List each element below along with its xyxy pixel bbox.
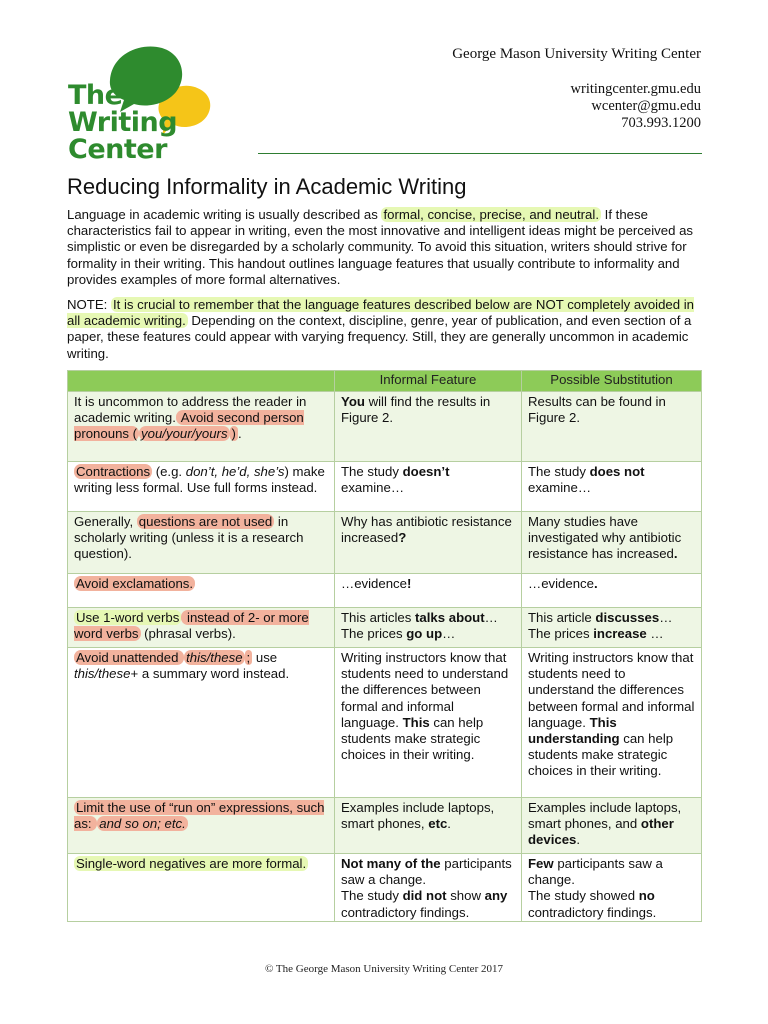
cell-text-segment: The prices (528, 626, 594, 642)
cell-text-segment: Contractions (76, 464, 151, 479)
rule-cell (68, 462, 335, 512)
cell-text-segment: contradictory findings. (341, 904, 470, 920)
cell-text-segment: this/these (74, 666, 131, 682)
rule-cell (68, 608, 335, 648)
cell-text-segment: … (484, 610, 498, 625)
cell-text-segment: Limit the use of “run on” expressions, such as: (74, 800, 325, 832)
cell-text-segment: ; (246, 650, 251, 665)
rule-cell (68, 392, 335, 462)
cell-text-segment: did not (402, 888, 447, 904)
cell-text-segment: and so on; etc. (99, 816, 186, 832)
cell-text-segment: Examples include laptops, smart phones, and (528, 800, 682, 832)
rule-cell (68, 854, 335, 922)
org-contact-block (452, 46, 701, 132)
cell-text-segment: . (576, 832, 581, 848)
informal-feature-cell (335, 648, 522, 798)
cell-text-segment: will find the results in Figure 2. (341, 394, 491, 426)
cell-text-segment: talks about (415, 610, 485, 625)
cell-text-segment: . (237, 426, 242, 442)
substitution-cell (522, 798, 702, 854)
rule-cell (68, 512, 335, 574)
cell-text-segment: . (593, 576, 598, 591)
cell-text-segment: Writing instructors know that students need to understand the differences between formal and informal language. (528, 650, 695, 730)
cell-text-segment: etc (428, 816, 448, 832)
note-label: NOTE: (67, 297, 111, 312)
header-divider (258, 153, 702, 154)
cell-text-segment: The study (341, 888, 403, 904)
cell-text-segment: … (442, 626, 456, 642)
table-row (68, 462, 702, 512)
intro-text: Language in academic writing is usually described as (67, 207, 382, 222)
intro-highlight: formal, concise, precise, and neutral. (383, 207, 599, 222)
cell-text-segment: Why has antibiotic resistance increased (341, 514, 512, 546)
cell-text-segment: …evidence (528, 576, 594, 591)
substitution-cell (522, 574, 702, 608)
cell-text-segment: The prices (341, 626, 407, 642)
cell-text-segment: doesn’t (402, 464, 450, 479)
cell-text-segment: The study showed (528, 888, 639, 904)
cell-text-segment: Examples include laptops, smart phones, (341, 800, 495, 832)
cell-text-segment: Avoid second person pronouns ( (74, 410, 304, 442)
cell-text-segment: (e.g. (152, 464, 186, 479)
intro-paragraph (67, 207, 703, 288)
cell-text-segment: go up (406, 626, 443, 642)
org-website[interactable]: writingcenter.gmu.edu (570, 81, 701, 97)
cell-text-segment: instead of 2- or more word verbs (74, 610, 309, 642)
substitution-cell (522, 392, 702, 462)
table-row (68, 648, 702, 798)
cell-text-segment: This article (528, 610, 596, 625)
org-name: George Mason University Writing Center (452, 46, 701, 62)
table-row (68, 392, 702, 462)
substitution-cell (522, 512, 702, 574)
informal-feature-cell (335, 392, 522, 462)
cell-text-segment: this/these (186, 650, 243, 665)
header-possible-substitution: Possible Substitution (522, 371, 702, 392)
cell-text-segment: Few (528, 856, 554, 871)
cell-text-segment: Many studies have investigated why antibiotic resistance has increased (528, 514, 682, 562)
cell-text-segment: you/your/yours (141, 426, 228, 442)
cell-text-segment: any (484, 888, 508, 904)
cell-text-segment: questions are not used (138, 514, 273, 529)
cell-text-segment: This articles (341, 610, 416, 625)
table-row (68, 798, 702, 854)
note-highlight: It is crucial to remember that the language features described below are NOT completely avoided in all academic writing. (67, 297, 695, 329)
cell-text-segment: Use 1-word verbs (76, 610, 180, 625)
cell-text-segment: (phrasal verbs). (140, 626, 236, 642)
cell-text-segment: use (252, 650, 278, 665)
cell-text-segment: … (659, 610, 673, 625)
rule-cell (68, 648, 335, 798)
cell-text-segment: … (646, 626, 664, 642)
cell-text-segment: can help students make strategic choices in their writing. (528, 731, 674, 779)
substitution-cell (522, 854, 702, 922)
page-title: Reducing Informality in Academic Writing (67, 174, 467, 199)
cell-text-segment: Single-word negatives are more formal. (76, 856, 307, 871)
cell-text-segment: . (447, 816, 451, 832)
copyright-footer: © The George Mason University Writing Center 2017 (265, 963, 503, 975)
cell-text-segment: You (341, 394, 365, 409)
cell-text-segment: ) make writing less formal. Use full forms instead. (74, 464, 325, 496)
substitution-cell (522, 462, 702, 512)
cell-text-segment: …evidence (341, 576, 407, 591)
table-row (68, 608, 702, 648)
cell-text-segment: participants saw a change. (341, 856, 512, 888)
cell-text-segment: participants saw a change. (528, 856, 663, 888)
note-paragraph (67, 297, 703, 362)
cell-text-segment: This (402, 714, 430, 730)
informality-table (67, 370, 702, 922)
cell-text-segment: + a summary word instead. (130, 666, 290, 682)
logo-text-writing-center: Writing Center (68, 107, 178, 165)
cell-text-segment: other devices (528, 816, 674, 848)
cell-text-segment: Avoid exclamations. (76, 576, 194, 591)
cell-text-segment: The study (528, 464, 590, 479)
cell-text-segment: ? (398, 530, 407, 546)
cell-text-segment: does not (589, 464, 645, 479)
cell-text-segment: The study (341, 464, 403, 479)
cell-text-segment: ) (231, 426, 236, 442)
cell-text-segment: contradictory findings. (528, 904, 657, 920)
cell-text-segment: can help students make strategic choices in their writing. (341, 714, 484, 763)
cell-text-segment: Results can be found in Figure 2. (528, 394, 666, 426)
cell-text-segment: examine… (341, 480, 405, 496)
cell-text-segment: Generally, (74, 514, 137, 529)
note-text-rest: Depending on the context, discipline, genre, year of publication, and even section of a paper, these features could appear with varying frequency. Still, they are generally uncommon in academic writing. (67, 313, 692, 361)
table-row (68, 854, 702, 922)
cell-text-segment: Writing instructors know that students need to understand the differences between formal and informal language. (341, 650, 509, 730)
cell-text-segment: don’t, he’d, she’s (185, 464, 285, 479)
logo-text-the: The (68, 80, 123, 111)
cell-text-segment: no (638, 888, 655, 904)
cell-text-segment: increase (593, 626, 647, 642)
cell-text-segment: . (673, 546, 678, 562)
cell-text-segment: discusses (595, 610, 660, 625)
cell-text-segment: Not many of the (341, 856, 441, 871)
rule-cell (68, 574, 335, 608)
org-email[interactable]: wcenter@gmu.edu (591, 98, 701, 114)
table-row (68, 512, 702, 574)
writing-center-logo (66, 44, 256, 165)
header-rule (68, 371, 335, 392)
org-phone: 703.993.1200 (621, 115, 701, 131)
rule-cell (68, 798, 335, 854)
cell-text-segment: It is uncommon to address the reader in academic writing. (74, 394, 307, 426)
informal-feature-cell (335, 512, 522, 574)
header-informal-feature: Informal Feature (335, 371, 522, 392)
table-header-row (68, 371, 702, 392)
cell-text-segment: Avoid unattended (76, 650, 183, 665)
intro-text-rest: If these characteristics fail to appear in writing, even the most innovative and intelligent ideas might be perceived as simplistic or even be disregarded by a scholarly community. To avoid this situation, writers should strive for formality in their writing. This handout outlines language features that usually contribute to informality and provides examples of more formal alternatives. (67, 207, 694, 287)
cell-text-segment: show (446, 888, 485, 904)
cell-text-segment: in scholarly writing (unless it is a research question). (74, 514, 304, 562)
informal-feature-cell (335, 608, 522, 648)
cell-text-segment: examine… (528, 480, 592, 496)
substitution-cell (522, 648, 702, 798)
cell-text-segment: ! (406, 576, 412, 591)
table-row (68, 574, 702, 608)
informal-feature-cell (335, 854, 522, 922)
informal-feature-cell (335, 462, 522, 512)
substitution-cell (522, 608, 702, 648)
informal-feature-cell (335, 574, 522, 608)
cell-text-segment: This understanding (528, 714, 620, 747)
informal-feature-cell (335, 798, 522, 854)
